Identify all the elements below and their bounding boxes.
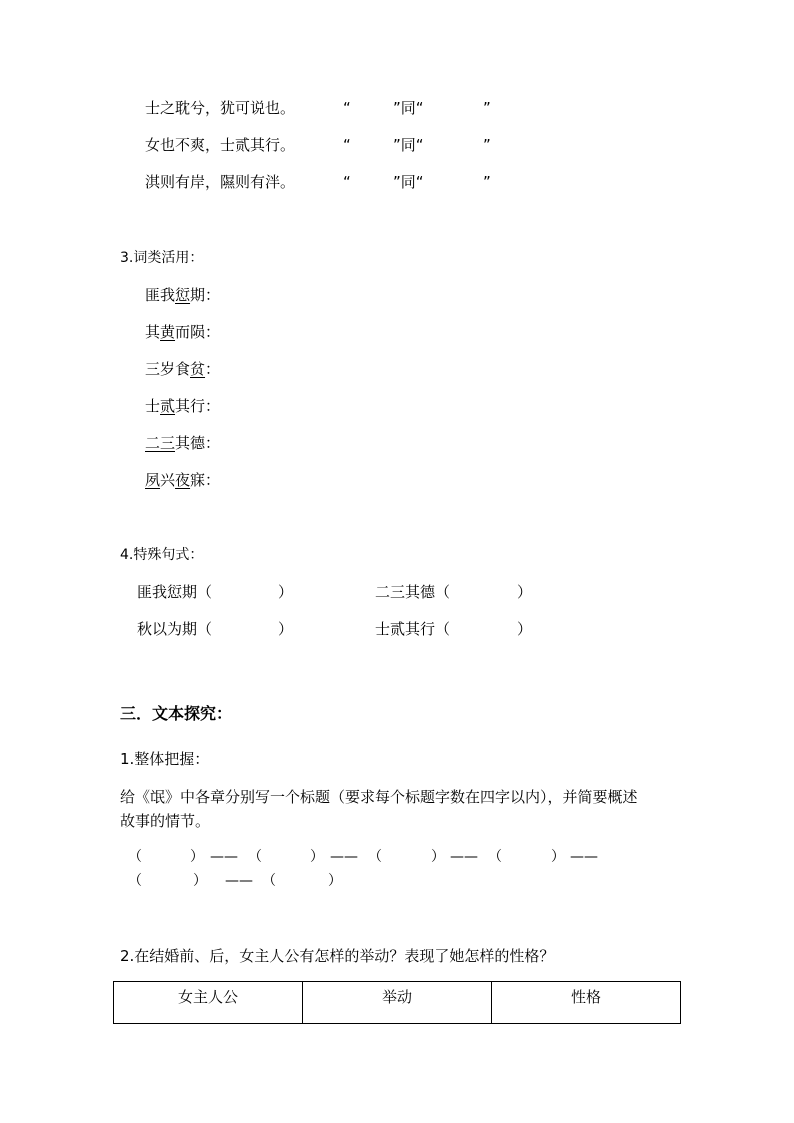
cilei-key: 夙 (145, 471, 161, 489)
cilei-post: 其德： (175, 434, 221, 452)
cilei-item (145, 433, 220, 453)
quote-close: ” (483, 99, 491, 117)
paren-close: ） (328, 873, 342, 889)
paren-open: （ (488, 849, 502, 865)
cilei-key: 贫 (190, 360, 206, 378)
teshu-sentence: 匪我愆期（ (137, 583, 213, 601)
cilei-post: 兴 (160, 471, 176, 489)
cilei-item (145, 285, 220, 305)
paren-open: （ (128, 873, 142, 889)
paren-open: （ (128, 849, 142, 865)
paren-close: ） (517, 620, 533, 638)
paren-open: （ (368, 849, 382, 865)
cilei-item (145, 396, 220, 416)
tongjia-sentence: 士之耽兮，犹可说也。 (145, 99, 296, 117)
dash: —— (225, 873, 253, 889)
dash: —— (450, 849, 478, 865)
cilei-item (145, 322, 220, 342)
paren-close: ） (551, 849, 565, 865)
cilei-pre: 其 (145, 323, 161, 341)
section-title: 3.词类活用： (120, 250, 204, 266)
paren-open: （ (262, 873, 276, 889)
paren-close: ） (517, 583, 533, 601)
instruction-line: 给《氓》中各章分别写一个标题（要求每个标题字数在四字以内），并简要概述 (120, 788, 638, 806)
subsection-title: 2.在结婚前、后，女主人公有怎样的举动？表现了她怎样的性格？ (120, 947, 555, 965)
cilei-post: 其行： (175, 397, 221, 415)
character-table (113, 981, 681, 1024)
cilei-key: 贰 (160, 397, 176, 415)
paren-open: （ (248, 849, 262, 865)
table-header-cell: 女主人公 (114, 982, 303, 1024)
cilei-pre: 三岁食 (145, 360, 191, 378)
paren-close: ） (310, 849, 324, 865)
quote-close: ” (483, 136, 491, 154)
table-header-row (114, 982, 681, 1024)
subsection-title: 1.整体把握： (120, 750, 210, 768)
paren-close: ） (278, 620, 294, 638)
section-heading: 三．文本探究： (120, 704, 233, 723)
teshu-sentence: 二三其德（ (375, 583, 451, 601)
cilei-post: ： (205, 360, 221, 378)
dash: —— (210, 849, 238, 865)
quote-close: ” (483, 173, 491, 191)
cilei-post-2: 寐： (190, 471, 221, 489)
tong-label: ”同“ (393, 99, 424, 117)
tong-label: ”同“ (393, 173, 424, 191)
paren-close: ） (431, 849, 445, 865)
table-header-cell: 性格 (492, 982, 681, 1024)
teshu-sentence: 士贰其行（ (375, 620, 451, 638)
instruction-line: 故事的情节。 (120, 812, 211, 830)
paren-close: ） (190, 849, 204, 865)
table-header-cell: 举动 (303, 982, 492, 1024)
dash: —— (570, 849, 598, 865)
cilei-item (145, 359, 220, 379)
dash: —— (330, 849, 358, 865)
quote-open: “ (343, 99, 351, 117)
quote-open: “ (343, 173, 351, 191)
cilei-pre: 匪我 (145, 286, 176, 304)
cilei-pre: 士 (145, 397, 161, 415)
cilei-key: 二三 (145, 434, 176, 452)
cilei-post: 期： (190, 286, 221, 304)
tongjia-sentence: 淇则有岸，隰则有泮。 (145, 173, 296, 191)
paren-close: ） (193, 873, 207, 889)
cilei-item (145, 470, 220, 490)
tongjia-sentence: 女也不爽，士贰其行。 (145, 136, 296, 154)
paren-close: ） (278, 583, 294, 601)
section-title: 4.特殊句式： (120, 547, 204, 563)
tong-label: ”同“ (393, 136, 424, 154)
cilei-key: 黄 (160, 323, 176, 341)
cilei-post: 而陨： (175, 323, 221, 341)
cilei-key: 愆 (175, 286, 191, 304)
quote-open: “ (343, 136, 351, 154)
cilei-key-2: 夜 (175, 471, 191, 489)
teshu-sentence: 秋以为期（ (137, 620, 213, 638)
